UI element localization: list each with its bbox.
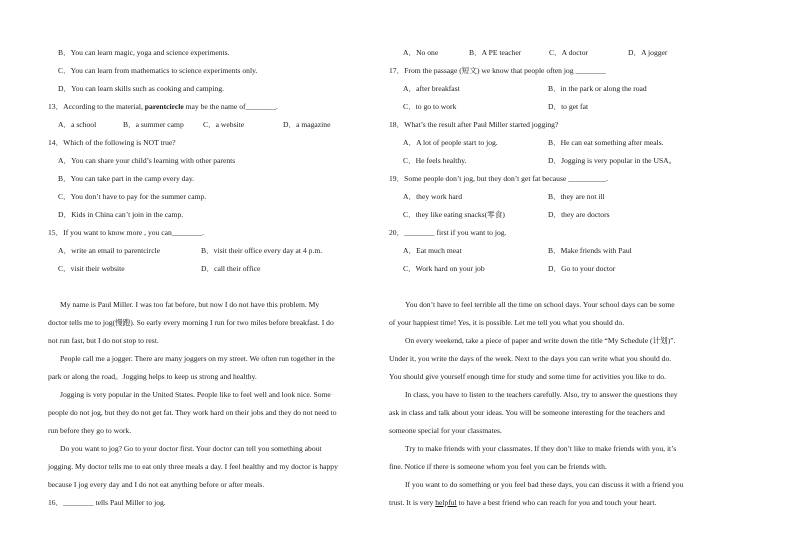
passage-line: Do you want to jog? Go to your doctor first. Your doctor can tell you something about [60, 444, 322, 453]
passage-line: fine. Notice if there is someone whom you feel you can be friends with. [389, 462, 607, 471]
passage-line: People call me a jogger. There are many joggers on my street. We often run together in the [60, 354, 335, 363]
q17-option-c: C．to go to work [403, 102, 457, 111]
q17-option-d: D．to get fat [548, 102, 589, 111]
q12-option-d: D．You can learn skills such as cooking and camping. [58, 84, 225, 93]
q15-option-a: A．write an email to parentcircle [58, 246, 161, 255]
passage-line: You don’t have to feel terrible all the time on school days. Your school days can be some [405, 300, 675, 309]
q19-stem: 19．Some people don’t jog, but they don’t get fat because __________. [389, 174, 609, 183]
q14-stem: 14．Which of the following is NOT true? [48, 138, 176, 147]
passage-line: Try to make friends with your classmates. If they don’t like to make friends with you, it’s [405, 444, 677, 453]
helpful-underlined: helpful [435, 498, 457, 507]
passage-line: run before they go to work. [48, 426, 132, 435]
passage-line: In class, you have to listen to the teachers carefully. Also, try to answer the questions they [405, 390, 678, 399]
q14-option-d: D．Kids in China can’t join in the camp. [58, 210, 184, 219]
q16-option-c: C．A doctor [549, 48, 589, 57]
q14-option-c: C．You don’t have to pay for the summer camp. [58, 192, 207, 201]
passage-line: My name is Paul Miller. I was too fat before, but now I do not have this problem. My [60, 300, 320, 309]
q19-option-d: D．they are doctors [548, 210, 610, 219]
passage-line: people do not jog, but they do not get fat. They work hard on their jobs and they do not need to [48, 408, 337, 417]
q12-option-c: C．You can learn from mathematics to science experiments only. [58, 66, 258, 75]
passage-line: of your happiest time! Yes, it is possible. Let me tell you what you should do. [389, 318, 625, 327]
q15-stem: 15．If you want to know more , you can________. [48, 228, 205, 237]
q20-stem: 20．________ first if you want to jog. [389, 228, 507, 237]
passage-line: park or along the road。Jogging helps to keep us strong and healthy. [48, 372, 257, 381]
q15-option-b: B．visit their office every day at 4 p.m. [201, 246, 323, 255]
q13-option-b: B．a summer camp [123, 120, 184, 129]
passage-line: jogging. My doctor tells me to eat only three meals a day. I feel healthy and my doctor is happy [48, 462, 338, 471]
q18-option-d: D．Jogging is very popular in the USA。 [548, 156, 677, 165]
passage-last-line: trust. It is very helpful to have a best friend who can reach for you and touch your heart. [389, 498, 657, 507]
q20-option-c: C．Work hard on your job [403, 264, 485, 273]
q16-option-b: B．A PE teacher [469, 48, 522, 57]
passage-line: doctor tells me to jog(慢跑). So early every morning I run for two miles before breakfast. I do [48, 318, 334, 327]
q15-option-c: C．visit their website [58, 264, 125, 273]
passage-line: On every weekend, take a piece of paper and write down the title “My Schedule (计划)”. [405, 336, 676, 345]
q20-option-a: A．Eat much meat [403, 246, 462, 255]
left-column [48, 0, 368, 560]
passage-line: Jogging is very popular in the United States. People like to feel well and look nice. Some [60, 390, 331, 399]
parentcircle-term: parentcircle [144, 102, 184, 111]
q13-option-d: D．a magazine [283, 120, 331, 129]
q18-option-c: C．He feels healthy. [403, 156, 467, 165]
q13-option-c: C．a website [203, 120, 245, 129]
q20-option-b: B．Make friends with Paul [548, 246, 632, 255]
q15-option-d: D．call their office [201, 264, 261, 273]
q14-option-b: B．You can take part in the camp every day. [58, 174, 195, 183]
q13-option-a: A．a school [58, 120, 97, 129]
q19-option-a: A．they work hard [403, 192, 463, 201]
q16-stem: 16．________ tells Paul Miller to jog. [48, 498, 166, 507]
right-column [389, 0, 709, 560]
q14-option-a: A．You can share your child’s learning with other parents [58, 156, 236, 165]
q12-option-b: B．You can learn magic, yoga and science experiments. [58, 48, 230, 57]
q17-option-b: B．in the park or along the road [548, 84, 647, 93]
q16-option-a: A．No one [403, 48, 439, 57]
q16-option-d: D．A jogger [628, 48, 668, 57]
passage-line: someone special for your classmates. [389, 426, 502, 435]
passage-line: not run fast, but I do not stop to rest. [48, 336, 159, 345]
passage-line: because I jog every day and I do not eat anything before or after meals. [48, 480, 265, 489]
passage-line: Under it, you write the days of the week. Next to the days you can write what you should do. [389, 354, 672, 363]
q17-option-a: A．after breakfast [403, 84, 460, 93]
passage-line: ask in class and talk about your ideas. You will be someone interesting for the teachers and [389, 408, 665, 417]
q19-option-c: C．they like eating snacks(零食) [403, 210, 505, 219]
q18-stem: 18．What’s the result after Paul Miller started jogging? [389, 120, 559, 129]
q19-option-b: B．they are not ill [548, 192, 605, 201]
passage-line: If you want to do something or you feel bad these days, you can discuss it with a friend you [405, 480, 684, 489]
q17-stem: 17．From the passage (短文) we know that people often jog ________ [389, 66, 606, 75]
passage-line: You should give yourself enough time for study and some time for activities you like to do. [389, 372, 666, 381]
q18-option-a: A．A lot of people start to jog. [403, 138, 498, 147]
q13-stem: 13．According to the material, parentcircle may be the name of________. [48, 102, 278, 111]
q18-option-b: B．He can eat something after meals. [548, 138, 664, 147]
q20-option-d: D．Go to your doctor [548, 264, 616, 273]
